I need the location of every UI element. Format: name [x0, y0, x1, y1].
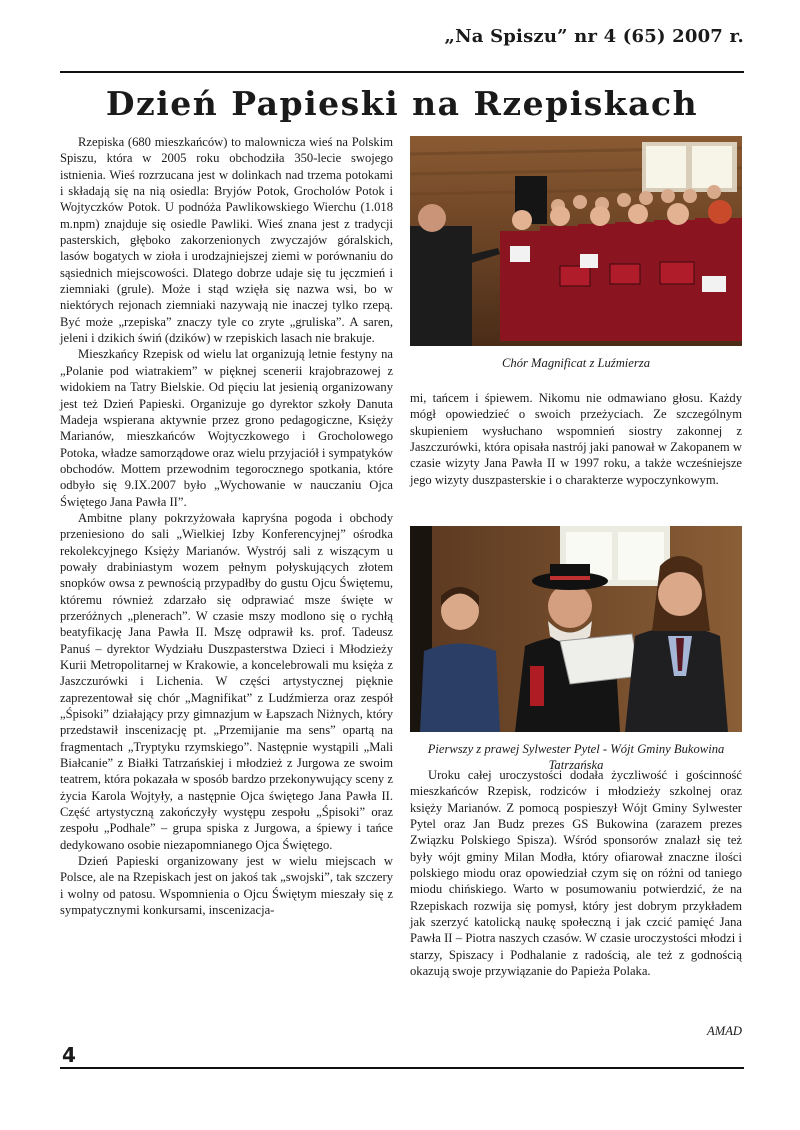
paragraph: mi, tańcem i śpiewem. Nikomu nie odmawiano głosu. Każdy mógł opowiedzieć o swoich przeżyciach. Ze szczególnym skupieniem wysłuchano wspomnień siostry zakonnej z Jaszczurówki, która opisała nastrój jaki panował w Zakopanem w czasie wizyty Jana Pawła II w 1997 roku, a także wcześniejsze jego wizyty duszpasterskie i o charakterze wypoczynkowym.: [410, 391, 742, 487]
photo-caption: Pierwszy z prawej Sylwester Pytel - Wójt Gminy Bukowina Tatrzańska: [427, 742, 725, 772]
paragraph: Dzień Papieski organizowany jest w wielu miejscach w Polsce, ale na Rzepiskach jest on jakoś tak „swojski”, tak szczery i wolny od patosu. Wspomnienia o Ojcu Świętym mieszały się z sympatycznymi konkursami, inscenizacja-: [60, 854, 393, 918]
paragraph: Uroku całej uroczystości dodała życzliwość i gościnność mieszkańców Rzepisk, rodziców i młodzieży szkolnej oraz księży Marianów. Z pomocą pospieszył Wójt Gminy Sylwester Pytel oraz Jan Budz prezes GS Bukowina (zarazem prezes Związku Polskiego Spisza). Wśród sponsorów znalazł się też były wójt gminy Milan Modła, który ofiarował znaczne ilości polskiego miodu oraz opowiedział czym się on różni od taniego miodu chińskiego. Warto w posumowaniu potwierdzić, że na Rzepiskach rozwija się pomysł, który jest dobrym przykładem jak szerzyć katolicką naukę społeczną i jak czcić pamięć Jana Pawła II – Piotra naszych czasów. W czasie uroczystości młodzi i starzy, Spiszacy i Podhalanie z radością, ale też z godnością okazują swoje przywiązanie do Papieża Polaka.: [410, 768, 742, 979]
issue-header: „Na Spiszu” nr 4 (65) 2007 r.: [444, 26, 744, 47]
photo-caption: Chór Magnificat z Luźmierza: [502, 356, 650, 370]
paragraph: Ambitne plany pokrzyżowała kapryśna pogoda i obchody przeniesiono do sali „Wielkiej Izby Konferencyjnej” ośrodka rekolekcyjnego Księży Marianów. Wystrój sali z wiszącym u powały drabiniastym wozem pełnym połyskujących złotem snopków owsa z pewnością przypadłby do gustu Ojcu Świętemu, któremu również zdarzało się odprawiać msze święte w przeróżnych „plenerach”. W czasie mszy modlono się o rychłą beatyfikację Jana Pawła II. Mszę odprawił ks. prof. Tadeusz Panuś – dyrektor Wydziału Duszpasterstwa Dzieci i Młodzieży Kurii Metropolitarnej w Krakowie, a koncelebrowali mu księża z Jaszczurówki i Lichenia. W części artystycznej pięknie zaprezentował się chór „Magnifikat” z Ludźmierza oraz zespół „Śpisoki” działający przy gimnazjum w Łapszach Niżnych, który przedstawił inscenizację pt. „Przemijanie ma sens” opartą na fragmentach „Tryptyku rzymskiego”. Następnie wystąpili „Mali Białcanie” z Białki Tatrzańskiej i młodzież z Jurgowa ze swoim teatrem, która pokazała w sposób bardzo przekonywujący sceny z życia Karola Wojtyły, a następnie Ojca świętego Jana Pawła II. Część artystyczną zakończyły występu zespołu „Śpisoki” oraz zespołu „Podhale” – grupa spiska z Jurgowa, a śpiewy i tańce dedykowano osobie niezapomnianego Ojca Świętego.: [60, 510, 393, 852]
article-title: Dzień Papieski na Rzepiskach: [105, 84, 699, 123]
author-signature: AMAD: [707, 1024, 742, 1038]
column-right-top: [410, 390, 742, 488]
column-left: [60, 134, 393, 919]
paragraph: Mieszkańcy Rzepisk od wielu lat organizują letnie festyny na „Polanie pod wiatrakiem” w pięknej scenerii krajobrazowej z widokiem na Tatry Bielskie. Od pięciu lat jesienią organizowany jest też Dzień Papieski. Organizuje go dyrektor szkoły Danuta Madeja wspierana aktywnie przez grono pedagogiczne, Księży Marianów, mieszkańców Wojtyczkowego i Grocholowego Potoka, władze samorządowe oraz wielu przyjaciół i sympatyków obchodów. Mottem przewodnim tegorocznego spotkania, które odbyło się 9.IX.2007 było „Wychowanie w nauczaniu Ojca Świętego Jana Pawła II”.: [60, 347, 393, 509]
header-rule: [60, 71, 744, 73]
footer-rule: [60, 1067, 744, 1069]
speakers-photo: [410, 526, 742, 732]
choir-photo: [410, 136, 742, 346]
column-right-bottom: [410, 767, 742, 979]
page-number: 4: [62, 1043, 76, 1067]
paragraph: Rzepiska (680 mieszkańców) to malownicza wieś na Polskim Spiszu, która w 2005 roku obchodziła 350-lecie swojego istnienia. Wieś rozrzucana jest w dolinkach nad trzema potokami i składają się na nią osiedla: Bryjów Potok, Grocholów Potok i Wojtyczków Potok. U podnóża Pawlikowskiego Wierchu (1.018 m.npm) znajduje się osiedle Pawliki. Wieś znana jest z tradycji pasterskich, głęboko zakorzenionych zwyczajów góralskich, lasów bogatych w zioła i urodzajniejszej ziemi w porównaniu do sąsiednich miejscowości. Dlatego dobrze udaje się tu jęczmień i ziemniaki (grule). Może i stąd wzięła się nazwa wsi, bo w niektórych rejonach ziemniaki nazywają nie inaczej tylko rzepą. Być może „rzepiska” znaczy tyle co zryte „gruliska”. A saren, jeleni i dzikich świń (dzików) w rzepiskich lasach nie brakuje.: [60, 135, 393, 346]
